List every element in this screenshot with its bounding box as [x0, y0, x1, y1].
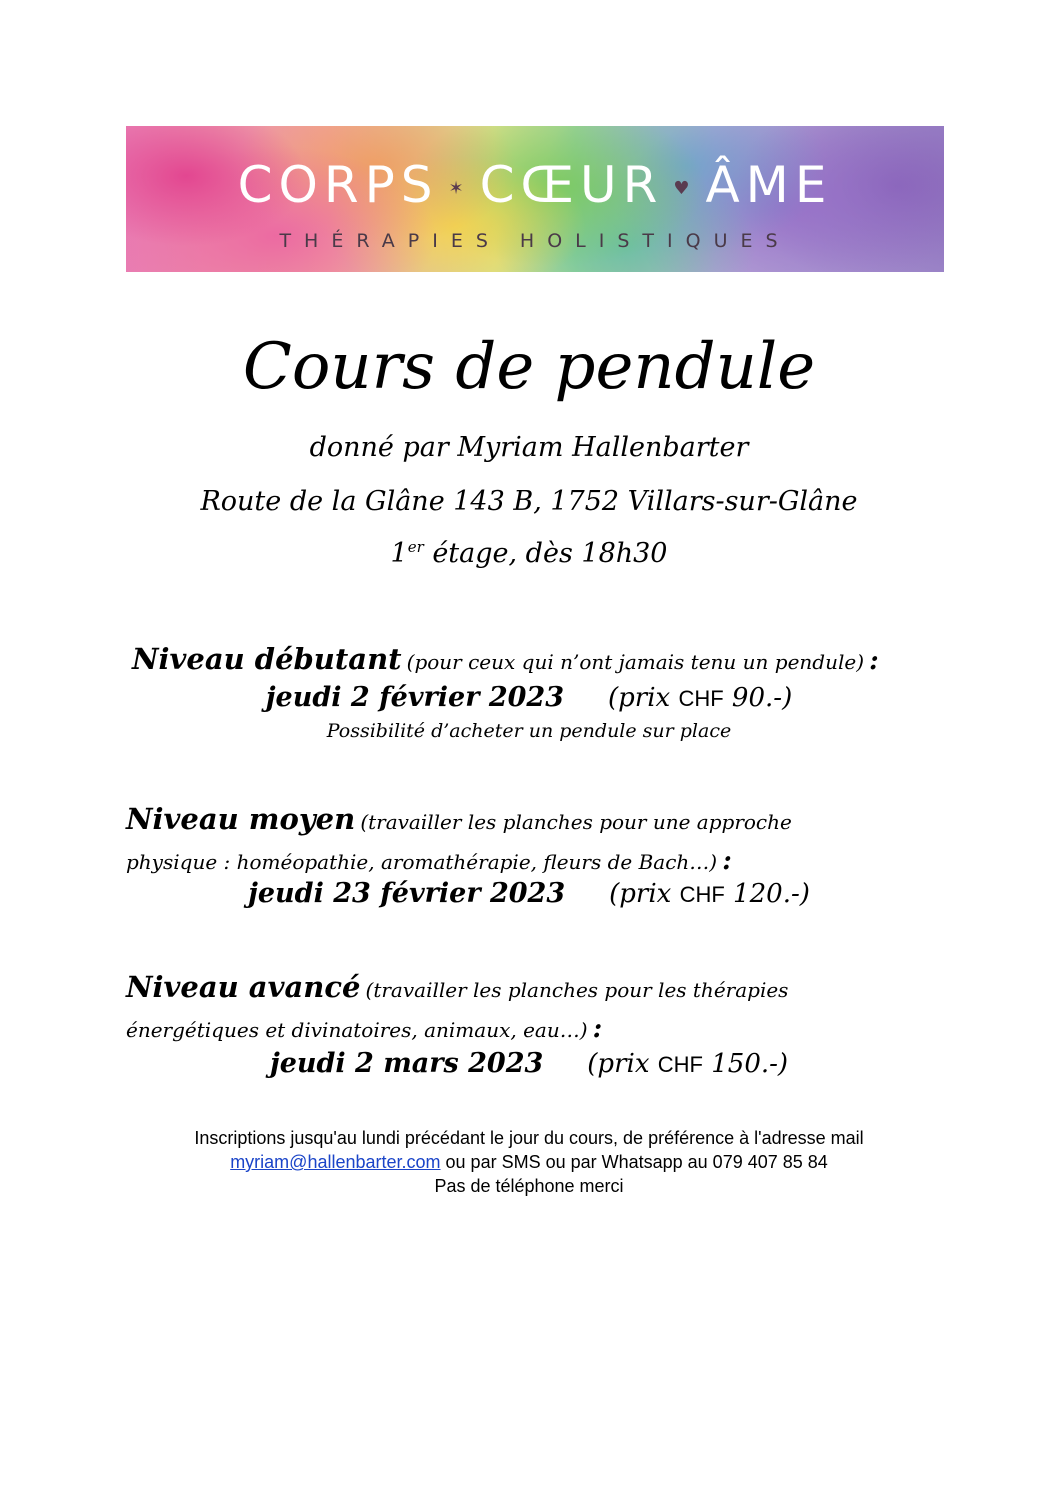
floor-number: 1 [390, 538, 408, 569]
level-beginner-date-line [0, 682, 1058, 713]
contact-line [0, 1150, 1058, 1174]
level-description-cont: énergétiques et divinatoires, animaux, eau…) [126, 1018, 588, 1042]
registration-line: Inscriptions jusqu'au lundi précédant le jour du cours, de préférence à l'adresse mail [194, 1128, 864, 1148]
floor-time-line [0, 538, 1058, 569]
email-link[interactable]: myriam@hallenbarter.com [230, 1152, 441, 1172]
level-description: (travailler les planches pour une approche [360, 810, 792, 834]
level-description: (pour ceux qui n’ont jamais tenu un pendule) [406, 650, 865, 674]
banner-word-coeur: CŒUR [479, 156, 664, 214]
address-line: Route de la Glâne 143 B, 1752 Villars-sur-Glâne [200, 486, 858, 517]
price-amount: 150.-) [702, 1049, 789, 1079]
header-banner [126, 126, 944, 272]
level-colon: : [722, 846, 732, 876]
price-amount: 120.-) [724, 879, 810, 909]
banner-word-ame: ÂME [705, 156, 833, 214]
contact-rest: ou par SMS ou par Whatsapp au 079 407 85 84 [440, 1152, 828, 1172]
level-intermediate-heading [126, 802, 792, 836]
level-description: (travailler les planches pour les thérapies [365, 978, 789, 1002]
level-intermediate-desc-line2 [126, 846, 732, 876]
course-date: jeudi 23 février 2023 [248, 878, 566, 909]
level-advanced-desc-line2 [126, 1014, 602, 1044]
no-phone-note: Pas de téléphone merci [434, 1176, 624, 1196]
floor-suffix: er [407, 538, 424, 556]
course-price [608, 683, 792, 713]
heart-icon: ♥ [673, 178, 696, 199]
banner-title [126, 156, 944, 214]
price-currency: CHF [657, 1052, 703, 1077]
course-price [587, 1049, 788, 1079]
price-prefix: (prix [587, 1049, 658, 1079]
level-advanced-date-line [0, 1048, 1058, 1079]
level-name: Niveau moyen [126, 802, 356, 836]
registration-info [0, 1126, 1058, 1198]
price-prefix: (prix [607, 683, 679, 713]
level-beginner-heading [132, 642, 879, 676]
figure-icon: ✶ [448, 178, 470, 199]
price-prefix: (prix [609, 879, 680, 909]
course-date: jeudi 2 mars 2023 [269, 1048, 544, 1079]
price-currency: CHF [678, 686, 724, 711]
banner-subtitle: THÉRAPIES HOLISTIQUES [279, 230, 791, 252]
course-price [609, 879, 810, 909]
level-colon: : [592, 1014, 603, 1044]
price-currency: CHF [679, 882, 725, 907]
level-name: Niveau débutant [132, 642, 402, 676]
level-beginner-note: Possibilité d’acheter un pendule sur place [326, 720, 732, 742]
course-date: jeudi 2 février 2023 [265, 682, 564, 713]
level-colon: : [869, 646, 879, 676]
banner-word-corps: CORPS [237, 156, 439, 214]
floor-rest: étage, dès 18h30 [423, 538, 668, 569]
page-title: Cours de pendule [242, 330, 816, 404]
level-description-cont: physique : homéopathie, aromathérapie, fleurs de Bach…) [126, 850, 718, 874]
teacher-line: donné par Myriam Hallenbarter [309, 432, 749, 463]
level-intermediate-date-line [0, 878, 1058, 909]
level-advanced-heading [126, 970, 788, 1004]
level-name: Niveau avancé [126, 970, 361, 1004]
price-amount: 90.-) [723, 683, 793, 713]
